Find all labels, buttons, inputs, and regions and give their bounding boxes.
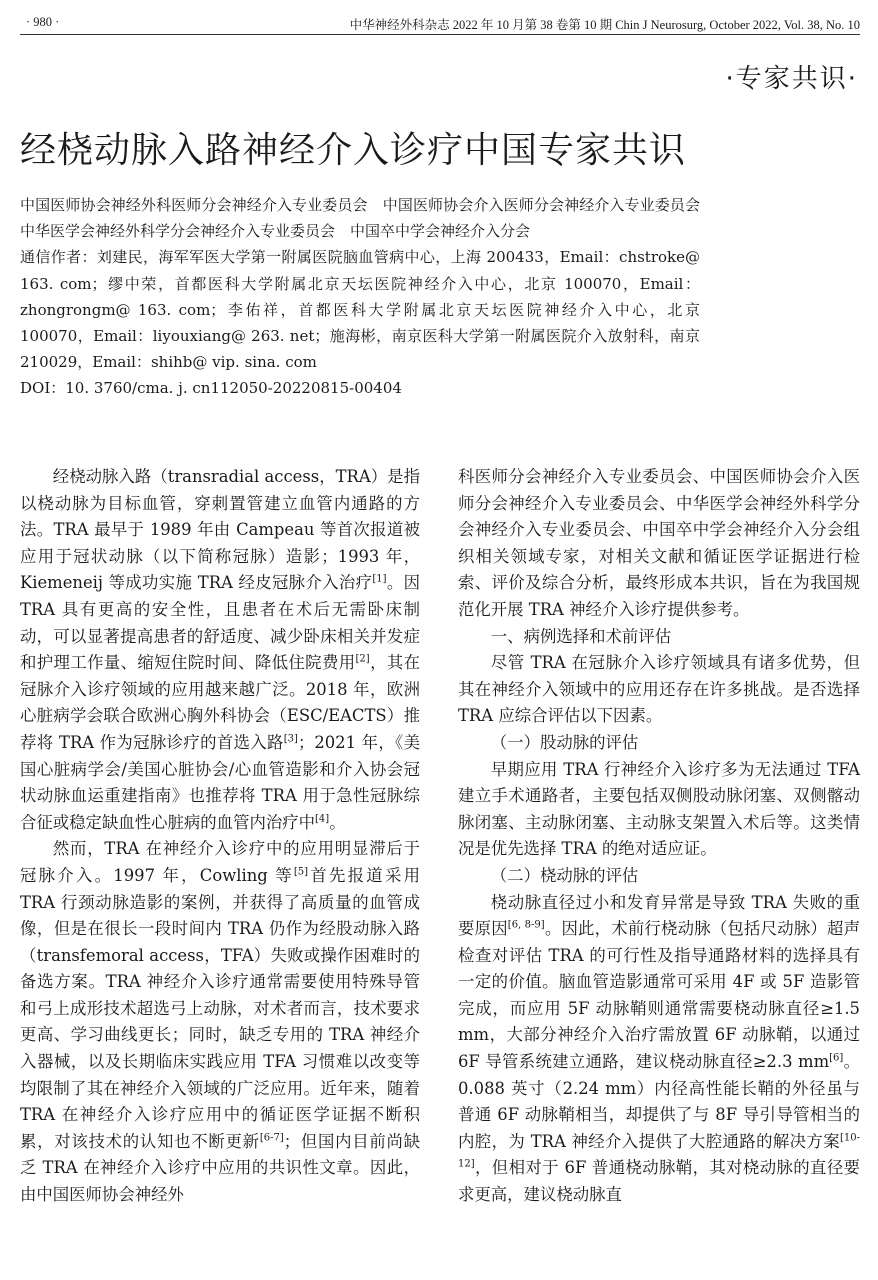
- right-column: [458, 464, 860, 1209]
- citation: [5]: [293, 866, 309, 878]
- article-title: 经桡动脉入路神经介入诊疗中国专家共识: [20, 130, 687, 171]
- subsection-heading: （一）股动脉的评估: [490, 732, 639, 752]
- front-matter: [20, 192, 716, 402]
- paragraph-intro: 经桡动脉入路（transradial access，TRA）是指以桡动脉为目标血管，穿刺置管建立血管内通路的方法。TRA 最早于 1989 年由 Campeau 等首次报道被应用于冠状动脉（以下简称冠脉）造影；1993 年，Kiemeneij 等成功实施 TRA 经皮冠脉介入治疗[1]。因 TRA 具有更高的安全性，且患者在术后无需卧床制动，可以显著提高患者的舒适度、减少卧床相关并发症和护理工作量、缩短住院时间、降低住院费用[2]，其在冠脉介入诊疗领域的应用越来越广泛。2018 年，欧洲心脏病学会联合欧洲心胸外科协会（ESC/EACTS）推荐将 TRA 作为冠脉诊疗的首选入路[3]；2021 年，《美国心脏病学会/美国心脏协会/心血管造影和介入协会冠状动脉血运重建指南》也推荐将 TRA 用于急性冠脉综合征或稳定缺血性心脏病的血管内治疗中[4]。: [20, 467, 421, 832]
- citation: [6, 8-9]: [507, 919, 545, 931]
- page-number: · 980 ·: [26, 15, 60, 29]
- doi: DOI：10. 3760/cma. j. cn112050-20220815-00404: [20, 379, 402, 398]
- citation: [2]: [355, 653, 370, 665]
- correspondence: 通信作者：刘建民，海军军医大学第一附属医院脑血管病中心，上海 200433，Email：chstroke@ 163. com；缪中荣，首都医科大学附属北京天坛医院神经介入中心，北京 100070，Email：zhongrongm@ 163. com；李佑祥，首都医科大学附属北京天坛医院神经介入中心，北京 100070，Email：liyouxiang@ 263. net；施海彬，南京医科大学第一附属医院介入放射科，南京 210029，Email：shihb@ vip. sina. com: [20, 248, 700, 372]
- paragraph: 桡动脉直径过小和发育异常是导致 TRA 失败的重要原因[6, 8-9]。因此，术前行桡动脉（包括尺动脉）超声检查对评估 TRA 的可行性及指导通路材料的选择具有一定的价值。脑血管造影通常可采用 4F 或 5F 造影管完成，而应用 5F 动脉鞘则通常需要桡动脉直径≥1.5 mm，大部分神经介入治疗需放置 6F 动脉鞘，以通过 6F 导管系统建立通路，建议桡动脉直径≥2.3 mm[6]。0.088 英寸（2.24 mm）内径高性能长鞘的外径虽与普通 6F 动脉鞘相当，却提供了与 8F 导引导管相当的内腔，为 TRA 神经介入提供了大腔通路的解决方案[10-12]，但相对于 6F 普通桡动脉鞘，其对桡动脉的直径要求更高，建议桡动脉直: [458, 892, 861, 1205]
- journal-citation: 中华神经外科杂志 2022 年 10 月第 38 卷第 10 期 Chin J Neurosurg, October 2022, Vol. 38, No. 10: [349, 18, 860, 32]
- paragraph: 尽管 TRA 在冠脉介入诊疗领域具有诸多优势，但其在神经介入领域中的应用还存在许多挑战。是否选择 TRA 应综合评估以下因素。: [458, 653, 860, 726]
- running-header: [20, 10, 860, 35]
- citation: [6-7]: [259, 1132, 284, 1144]
- subsection-heading: （二）桡动脉的评估: [490, 865, 639, 885]
- citation: [3]: [283, 733, 298, 745]
- citation: [6]: [829, 1052, 844, 1064]
- section-tag: ·专家共识·: [725, 64, 858, 94]
- citation: [4]: [315, 813, 330, 825]
- section-heading: 一、病例选择和术前评估: [490, 626, 672, 646]
- paragraph: 早期应用 TRA 行神经介入诊疗多为无法通过 TFA 建立手术通路者，主要包括双侧股动脉闭塞、双侧髂动脉闭塞、主动脉闭塞、主动脉支架置入术后等。这类情况是优先选择 TRA 的绝对适应证。: [458, 759, 860, 859]
- paragraph-background: 然而，TRA 在神经介入诊疗中的应用明显滞后于冠脉介入。1997 年，Cowling 等[5]首先报道采用 TRA 行颈动脉造影的案例，并获得了高质量的血管成像，但是在很长一段时间内 TRA 仍作为经股动脉入路（transfemoral access，TFA）失败或操作困难时的备选方案。TRA 神经介入诊疗通常需要使用特殊导管和弓上成形技术超选弓上动脉，对术者而言，技术要求更高、学习曲线更长；同时，缺乏专用的 TRA 神经介入器械，以及长期临床实践应用 TFA 习惯难以改变等均限制了其在神经介入领域的广泛应用。近年来，随着 TRA 在神经介入诊疗应用中的循证医学证据不断积累，对该技术的认知也不断更新[6-7]；但国内目前尚缺乏 TRA 在神经介入诊疗中应用的共识性文章。因此，由中国医师协会神经外: [20, 839, 421, 1205]
- left-column: [20, 464, 420, 1209]
- author-groups: 中国医师协会神经外科医师分会神经介入专业委员会 中国医师协会介入医师分会神经介入专业委员会 中华医学会神经外科学分会神经介入专业委员会 中国卒中学会神经介入分会: [20, 196, 716, 241]
- citation: [1]: [372, 573, 387, 585]
- citation: [10-12]: [458, 1132, 860, 1170]
- paragraph-continued: 科医师分会神经介入专业委员会、中国医师协会介入医师分会神经介入专业委员会、中华医学会神经外科学分会神经介入专业委员会、中国卒中学会神经介入分会组织相关领域专家，对相关文献和循证医学证据进行检索、评价及综合分析，最终形成本共识，旨在为我国规范化开展 TRA 神经介入诊疗提供参考。: [458, 467, 860, 619]
